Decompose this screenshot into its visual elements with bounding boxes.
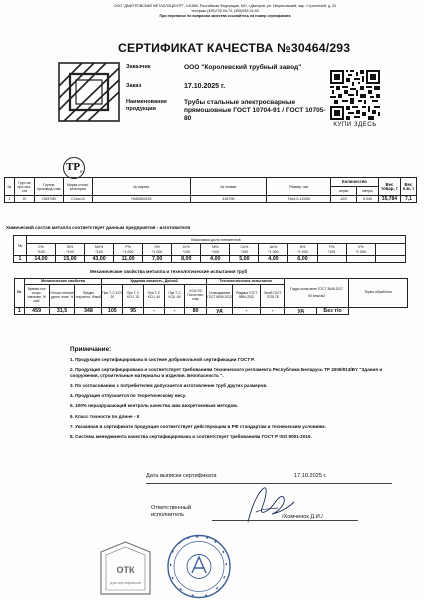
company-logo [56,60,122,124]
company-phone-line: тел/факс:(495)739-94-74, (495)939-24-50 [191,9,259,13]
table-cell: 105 [102,308,123,315]
otk-stamp-subtext: для сертификатов [110,581,141,585]
element-multiplier: *100 [240,249,249,254]
table-cell: 43,00 [85,256,114,263]
element-name: Si% [66,245,74,250]
table-cell: 4,00 [259,256,288,263]
element-multiplier: *100 [66,249,74,254]
table-cell: 76х4,0-12000 [267,196,331,203]
group-header: Технологические испытания [206,279,285,285]
mechanics-section-title: Механические свойства металла и технологические испытания труб [90,269,248,274]
col-header: Раздача ГОСТ 8694-2022 [233,285,261,308]
table-cell: 11,00 [114,256,143,263]
table-cell: 1 [5,196,15,203]
table-cell: - [144,308,165,315]
notes-title: Примечание: [70,346,112,353]
table-cell: 7,1 [400,196,416,203]
table-cell: Ст3сп-5 [63,196,92,203]
col-header: № партии [92,178,190,196]
table-cell: 348 [75,308,102,315]
element-multiplier: *100 [182,249,190,254]
element-header [26,244,55,256]
note-item: 7. Указанная в сертификате продукция соответствует действующим в РФ стандартам и техническим условиям. [70,423,326,429]
table-cell: 8,00 [172,256,201,263]
issue-date-value: 17.10.2025 г. [294,473,327,479]
product-label: Наименование продукции [126,99,168,112]
element-name: V% [357,245,364,250]
element-header [201,244,230,256]
col-header: Сплющивание ГОСТ 8695-2022 [206,285,233,308]
handwritten-signature [238,482,298,530]
element-header [143,244,172,256]
element-name: P% [125,245,131,250]
element-header [85,244,114,256]
element-multiplier: *100 [211,249,220,254]
company-header [60,4,390,19]
element-header [259,244,288,256]
element-name: Cu% [240,245,249,250]
notes-list [70,357,388,444]
correspondence-note: При переписке по вопросам качества ссылайтесь на номер сертификата [159,14,291,18]
element-header [346,244,375,256]
issue-date-label: Дата выписки сертификата [146,473,217,479]
chemistry-table [13,235,406,263]
col-header: Относи-тельное удлин. ение, % [49,285,75,308]
qr-code [330,70,380,120]
certificate-stamp [165,533,233,600]
element-name: Mn% [94,245,104,250]
mechanics-table [14,278,408,315]
col-header: При T, С KCU -40 [144,285,165,308]
col-header: При T, С KCU -60 [164,285,185,308]
table-cell: 1 [15,308,25,315]
table-cell: 459 [24,308,49,315]
note-item: 8. Система менеджмента качества сертифицирована и соответствует требованиям ГОСТ Р ISO 9001-2015. [70,433,312,439]
responsible-name: /Хомченок Д.И./ [282,514,323,520]
table-cell: 6,00 [288,256,317,263]
group-header: Механические свойства [24,279,102,285]
group-header [285,279,349,308]
order-table [4,177,417,203]
note-item: 2. Продукция сертифицирована и соответствует требованиям технического регламента Республики Беларусь ТР 2009/013/BY "Здания и сооружения, строительные материалы и изделия. Безопасность ". [70,367,383,378]
table-cell: 7,00 [143,256,172,263]
element-multiplier: *100 [95,249,103,254]
col-header: Количество [331,178,379,187]
qr-caption: КУПИ ЗДЕСЬ [333,121,377,128]
table-cell: 5,00 [230,256,259,263]
table-cell [317,256,346,263]
table-cell: 31,5 [49,308,75,315]
col-header: Времен-ное сопро-тивление, Н/мм2 [24,285,49,308]
company-address-line: ООО "ДМИТРОВСКИЙ МЕТАЛЛОЦЕНТР", 141865, Российская Федерация, МО, г.Дмитров, рп. Некрасовский, мкр. Строителей, д. 20 [113,4,337,8]
table-cell: - [260,308,285,315]
table-cell: Без т/о [317,308,349,315]
element-name: S% [154,245,160,250]
hydro-test-label: Гидро-испытание ГОСТ 3845-2017 [290,286,343,291]
table-cell: 7640000293 [92,196,190,203]
table-cell: 80 [185,308,206,315]
element-header [114,244,143,256]
element-multiplier: *1 000 [297,249,308,254]
element-header [172,244,201,256]
element-header [288,244,317,256]
table-row [14,256,406,263]
col-subheader: штуки [331,187,357,196]
col-header: Вес п.м, т [400,178,416,196]
table-cell: уд [206,308,233,315]
chemistry-header [14,236,406,244]
hydro-test-unit: 60 атм/см2 [308,293,326,298]
table-row [15,308,408,315]
order-table-header [5,178,417,187]
col-header: № [15,279,25,308]
table-cell: В [14,196,34,203]
responsible-label: Ответственный исполнитель [151,505,191,518]
col-header: При T, С KCU -20 [123,285,144,308]
element-multiplier: *1 000 [122,249,134,254]
col-header: Предел текучести, Н/мм2 [75,285,102,308]
note-item: 5. 100% неразрушающий контроль качества шва вихретоковым методом. [70,403,239,409]
order-date: 17.10.2025 г. [184,83,226,90]
element-multiplier: *100 [37,249,45,254]
table-cell: - [233,308,261,315]
mass-fraction-header: Массовая доля элементов [26,236,405,244]
customer-label: Заказчик [126,64,151,70]
table-cell: 420 [331,196,357,203]
col-header: При T, С KCV 20 [102,285,123,308]
table-cell: 15,00 [55,256,84,263]
table-cell: 14,00 [26,256,55,263]
table-cell: уд [285,308,317,315]
note-item: 4. Продукция отпускается по теоретическому весу. [70,393,187,399]
note-item: 3. По согласованию с потребителем допускается изготовление труб других размеров. [70,382,268,388]
table-cell: 316790 [190,196,267,203]
otk-stamp [99,540,152,596]
certificate-title: СЕРТИФИКАТ КАЧЕСТВА №30464/293 [118,41,351,55]
note-item: 6. Класс точности по длине - II [70,413,140,419]
table-cell [375,256,405,263]
group-header: Ударная вязкость, Дж/см2 [102,279,206,285]
col-header: Группа производ-ства [34,178,63,196]
col-subheader: метры [357,187,379,196]
tr-mark-country: BY [80,170,85,174]
note-item: 1. Продукция сертифицирована в системе добровольной сертификации ГОСТ Р. [70,357,255,362]
element-name: As% [269,245,278,250]
element-header [230,244,259,256]
table-cell: 35,784 [378,196,400,203]
col-header: Груп-па про-чно-сти [14,178,34,196]
col-header: Загиб ГОСТ 3728-78 [260,285,285,308]
col-header: № [5,178,15,196]
order-label: Заказ [126,83,142,89]
divider [212,520,358,521]
table-cell: 4,00 [201,256,230,263]
chemistry-section-title: Химический состав металла соответствует данным предприятия - изготовителя [6,225,191,230]
element-name: Cr% [182,245,190,250]
element-name: Ni% [212,245,219,250]
customer-value: ООО "Королевский трубный завод" [184,64,302,71]
col-header: Размер, мм [267,178,331,196]
table-cell [346,256,375,263]
col-header: № [14,236,27,256]
table-cell: 1 [14,256,27,263]
col-header: Марка стали-категория [63,178,92,196]
col-header: № плавки [190,178,267,196]
table-cell: ОК370В [34,196,63,203]
tr-conformity-mark [63,157,85,179]
element-header [317,244,346,256]
col-header: Термо-обработка [348,279,407,308]
element-multiplier: *1 000 [355,249,366,254]
col-header: KCU+20 После мех. стар. [185,285,206,308]
product-value: Трубы стальные электросварные прямошовные ГОСТ 10704-91 / ГОСТ 10705-80 [184,99,326,122]
element-header [55,244,84,256]
element-header [375,244,405,256]
chemistry-element-row [14,244,406,256]
otk-stamp-text: ОТК [116,565,135,575]
table-row [5,196,417,203]
element-name: Ti% [328,245,335,250]
table-cell: - [164,308,185,315]
element-multiplier: *1 000 [268,249,279,254]
tr-mark-letters: ТР [66,161,81,173]
element-name: N% [299,245,306,250]
table-cell: 5 040 [357,196,379,203]
col-header: Вес товар, т [378,178,400,196]
table-cell: 95 [123,308,144,315]
element-name: C% [38,245,44,250]
element-multiplier: *100 [327,249,336,254]
element-multiplier: *1 000 [152,249,163,254]
